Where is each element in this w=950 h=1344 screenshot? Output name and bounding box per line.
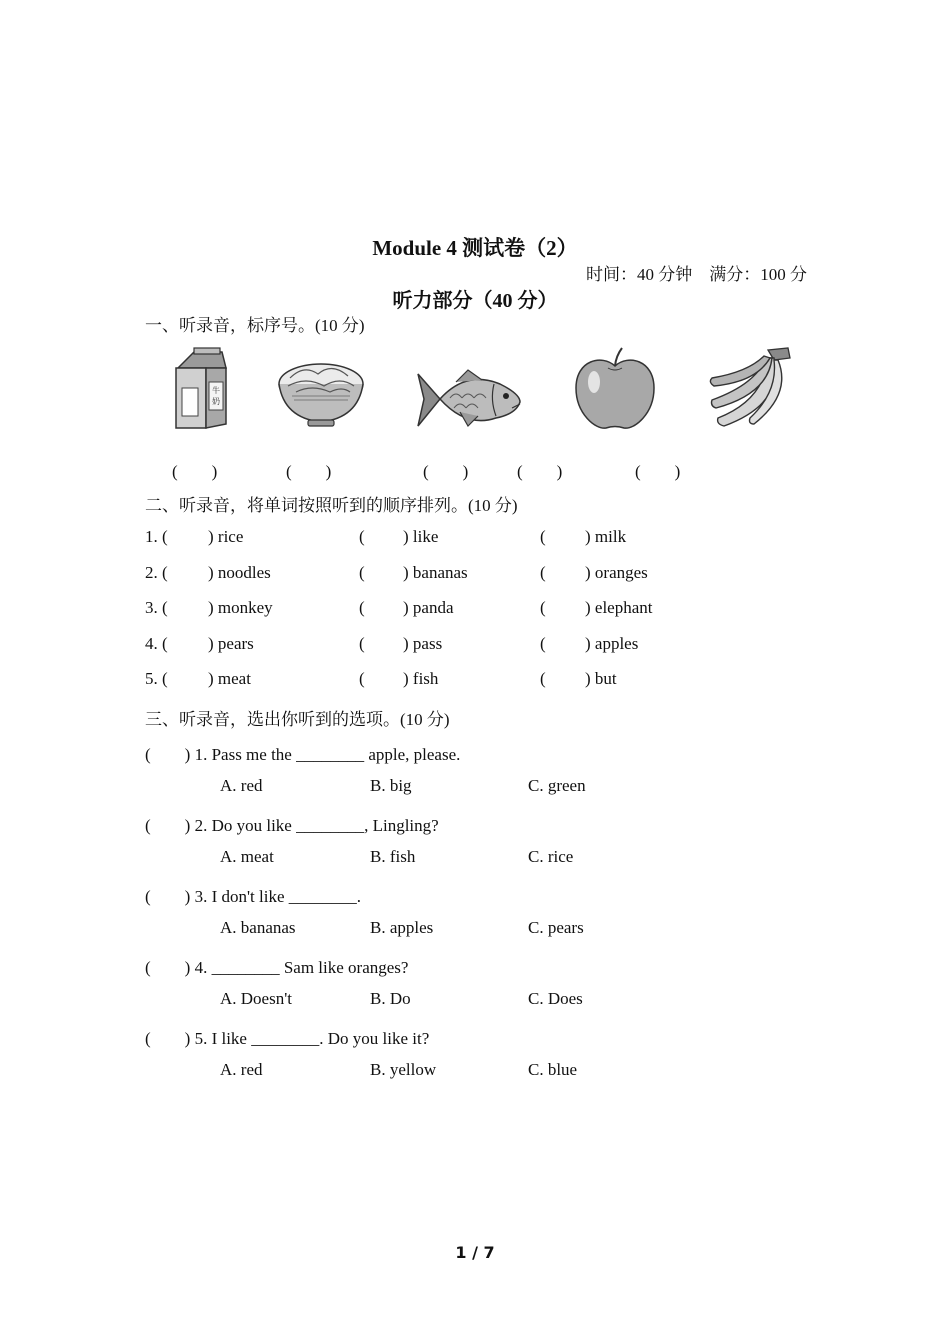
option-c[interactable]: C. Does <box>528 989 583 1008</box>
option-a[interactable]: A. red <box>220 776 263 795</box>
row-number[interactable]: 3. ( <box>145 598 168 617</box>
word-item: ) but <box>585 669 617 688</box>
row-number[interactable]: 2. ( <box>145 563 168 582</box>
word-order-row <box>145 527 845 551</box>
word-item: ) like <box>403 527 439 546</box>
question-stem[interactable]: ( ) 5. I like ________. Do you like it? <box>145 1029 430 1048</box>
noodle-bowl-icon <box>276 358 366 430</box>
open-paren[interactable]: ( <box>540 669 546 688</box>
word-item: ) noodles <box>208 563 271 582</box>
bananas-icon <box>708 344 794 430</box>
word-item: ) panda <box>403 598 454 617</box>
option-a[interactable]: A. bananas <box>220 918 296 937</box>
option-b[interactable]: B. fish <box>370 847 416 866</box>
word-order-row <box>145 598 845 622</box>
picture-answer-blank[interactable]: ( ) <box>286 462 332 481</box>
question-stem[interactable]: ( ) 1. Pass me the ________ apple, please. <box>145 745 461 764</box>
picture-answer-blank[interactable]: ( ) <box>423 462 469 481</box>
picture-answer-blank[interactable]: ( ) <box>172 462 218 481</box>
open-paren[interactable]: ( <box>359 563 365 582</box>
section-1-heading: 一、听录音，标序号。(10 分) <box>145 316 365 335</box>
option-c[interactable]: C. pears <box>528 918 584 937</box>
row-number[interactable]: 4. ( <box>145 634 168 653</box>
open-paren[interactable]: ( <box>359 527 365 546</box>
word-item: ) rice <box>208 527 244 546</box>
word-item: ) apples <box>585 634 639 653</box>
word-item: ) meat <box>208 669 251 688</box>
option-b[interactable]: B. Do <box>370 989 411 1008</box>
open-paren[interactable]: ( <box>359 598 365 617</box>
open-paren[interactable]: ( <box>540 598 546 617</box>
word-item: ) pears <box>208 634 254 653</box>
open-paren[interactable]: ( <box>540 527 546 546</box>
option-a[interactable]: A. Doesn't <box>220 989 293 1008</box>
fish-icon <box>416 368 524 430</box>
open-paren[interactable]: ( <box>540 634 546 653</box>
option-c[interactable]: C. blue <box>528 1060 578 1079</box>
open-paren[interactable]: ( <box>359 634 365 653</box>
option-a[interactable]: A. red <box>220 1060 263 1079</box>
row-number[interactable]: 5. ( <box>145 669 168 688</box>
option-c[interactable]: C. rice <box>528 847 574 866</box>
word-item: ) elephant <box>585 598 653 617</box>
question-stem[interactable]: ( ) 2. Do you like ________, Lingling? <box>145 816 439 835</box>
picture-answer-blank[interactable]: ( ) <box>635 462 681 481</box>
section-3-heading: 三、听录音，选出你听到的选项。(10 分) <box>145 710 450 729</box>
page-title: Module 4 测试卷（2） <box>372 236 578 260</box>
open-paren[interactable]: ( <box>359 669 365 688</box>
word-order-row <box>145 669 845 693</box>
word-order-row <box>145 634 845 658</box>
option-b[interactable]: B. apples <box>370 918 434 937</box>
exam-meta: 时间：40 分钟 满分：100 分 <box>586 265 807 284</box>
word-order-row <box>145 563 845 587</box>
section-part-title: 听力部分（40 分） <box>392 290 558 312</box>
section-2-heading: 二、听录音，将单词按照听到的顺序排列。(10 分) <box>145 496 518 515</box>
option-b[interactable]: B. big <box>370 776 412 795</box>
word-item: ) bananas <box>403 563 468 582</box>
option-b[interactable]: B. yellow <box>370 1060 437 1079</box>
carton-label-top: 牛 <box>212 386 220 395</box>
question-stem[interactable]: ( ) 4. ________ Sam like oranges? <box>145 958 409 977</box>
page-number: 1 / 7 <box>455 1243 495 1262</box>
word-item: ) pass <box>403 634 443 653</box>
word-item: ) oranges <box>585 563 648 582</box>
word-item: ) monkey <box>208 598 273 617</box>
row-number[interactable]: 1. ( <box>145 527 168 546</box>
carton-label-bottom: 奶 <box>212 397 220 406</box>
word-item: ) fish <box>403 669 439 688</box>
option-c[interactable]: C. green <box>528 776 586 795</box>
milk-carton-icon <box>170 346 232 432</box>
picture-answer-blank[interactable]: ( ) <box>517 462 563 481</box>
apple-icon <box>572 346 658 432</box>
word-item: ) milk <box>585 527 627 546</box>
question-stem[interactable]: ( ) 3. I don't like ________. <box>145 887 362 906</box>
option-a[interactable]: A. meat <box>220 847 274 866</box>
open-paren[interactable]: ( <box>540 563 546 582</box>
